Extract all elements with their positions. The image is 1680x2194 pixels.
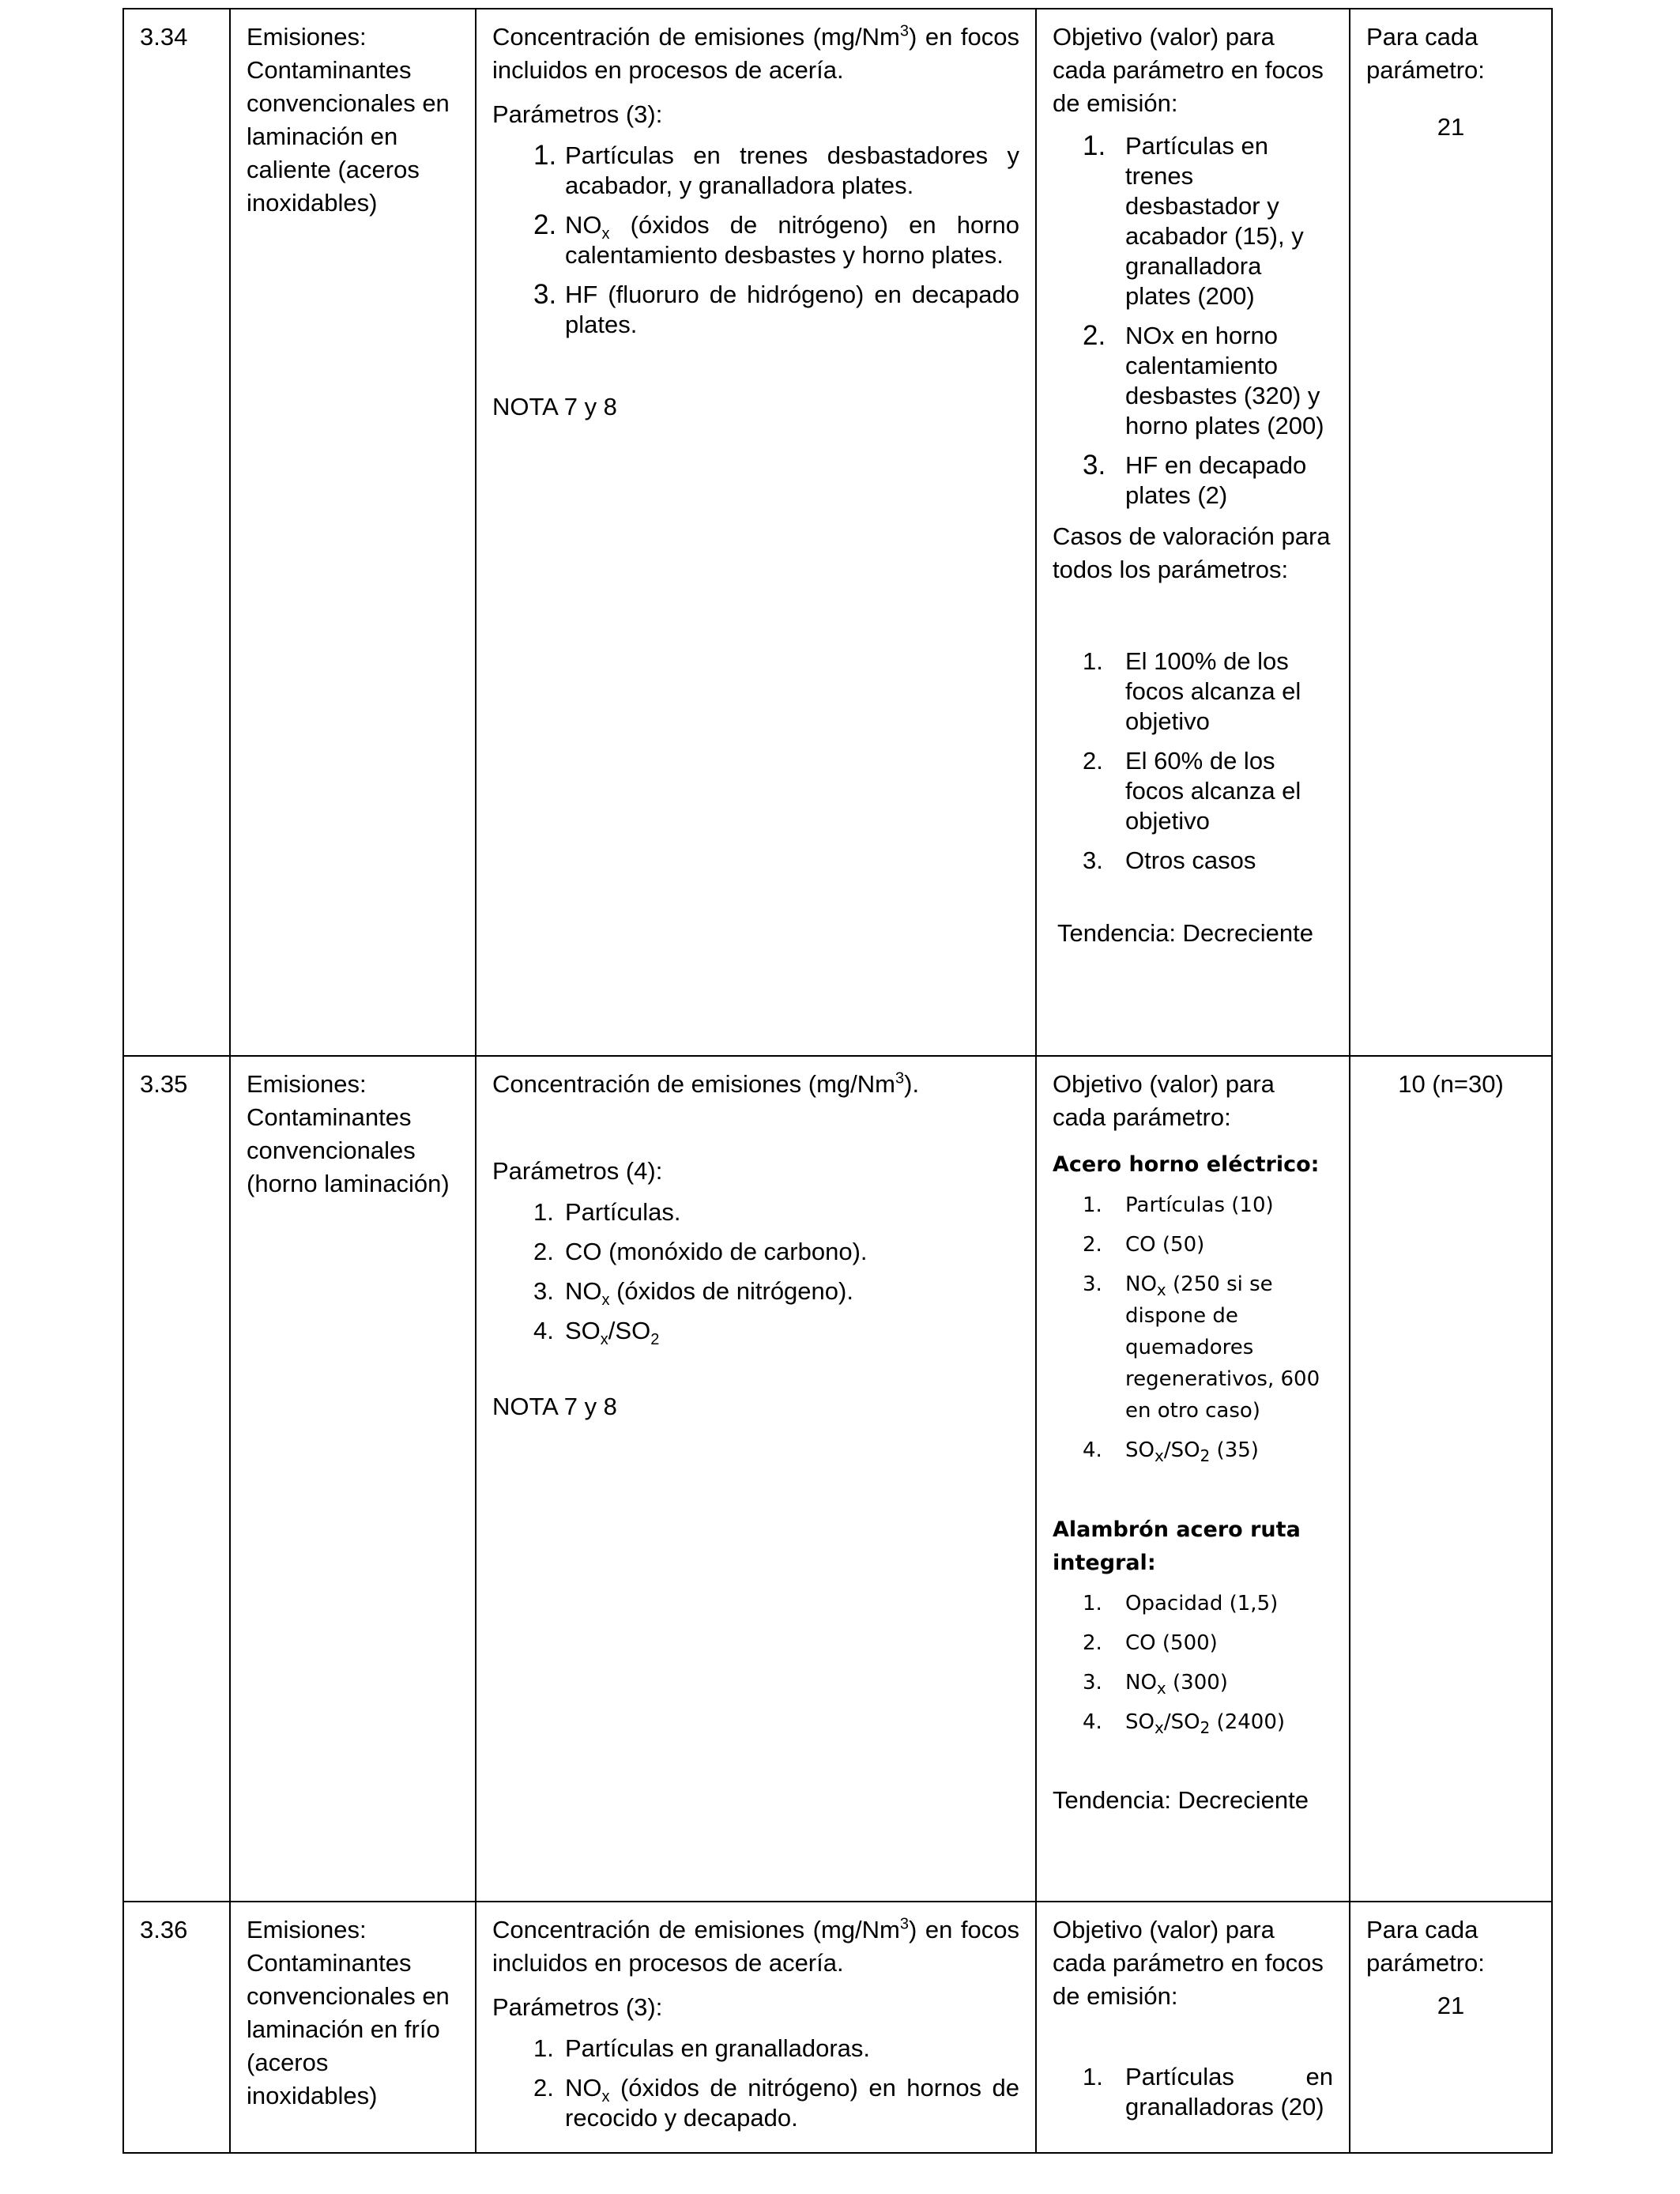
list-item: 2. CO (monóxido de carbono). <box>533 1238 868 1265</box>
row-id: 3.36 <box>123 1902 230 2153</box>
objective-cell <box>1036 9 1350 1056</box>
params-label: Parámetros (3): <box>492 100 663 128</box>
indicators-table <box>122 8 1553 2154</box>
list-item: 2. CO (50) <box>1083 1233 1205 1257</box>
params-label: Parámetros (4): <box>492 1157 663 1185</box>
params-label: Parámetros (3): <box>492 1993 663 2021</box>
list-item: 2. NOx en horno calentamiento desbastes (320) y horno plates (200) <box>1083 320 1324 439</box>
metric-description: Concentración de emisiones (mg/Nm$^3$) en focos incluidos en procesos de acería. <box>492 1915 1019 1977</box>
list-item: 4. $SO_x/SO_2$ (2400) <box>1083 1710 1286 1738</box>
indicator-name: Emisiones: Contaminantes convencionales en laminación en caliente (aceros inoxidables) <box>230 9 476 1056</box>
list-item: 1. Partículas en granalladoras. <box>533 2034 871 2062</box>
value-cell <box>1350 1902 1552 2153</box>
table-row <box>123 9 1552 1056</box>
list-item: 1. Partículas en trenes desbastador y acabador (15), y granalladora plates (200) <box>1083 130 1304 310</box>
objective-intro: Objetivo (valor) para cada parámetro en focos de emisión: <box>1053 23 1324 117</box>
list-item: 1. Partículas (10) <box>1083 1193 1274 1217</box>
value-cell <box>1350 1056 1552 1902</box>
list-item: 1. Partículas. <box>533 1198 681 1226</box>
cases-list <box>1053 647 1333 876</box>
cases-label: Casos de valoración para todos los parámetros: <box>1053 522 1331 583</box>
metric-cell <box>476 1902 1036 2153</box>
objective-cell <box>1036 1056 1350 1902</box>
params-list <box>492 2034 1019 2133</box>
list-item: 3. $NO_x$ (óxidos de nitrógeno). <box>533 1277 853 1310</box>
group-title: Acero horno eléctrico: <box>1053 1152 1320 1177</box>
list-item: 3. Otros casos <box>1083 846 1256 874</box>
trend: Tendencia: Decreciente <box>1057 919 1313 947</box>
objective-intro: Objetivo (valor) para cada parámetro en focos de emisión: <box>1053 1916 1324 2010</box>
list-item: 4. $SO_x/SO_2$ (35) <box>1083 1438 1259 1466</box>
table-row <box>123 1056 1552 1902</box>
value-cell <box>1350 9 1552 1056</box>
objective-list <box>1053 1588 1333 1738</box>
list-item: 2. CO (500) <box>1083 1631 1218 1655</box>
value-number: 21 <box>1437 1992 1465 2019</box>
list-item: 1. Partículas en granalladoras (20) <box>1083 2063 1333 2120</box>
value-number: 10 (n=30) <box>1398 1070 1504 1098</box>
note: NOTA 7 y 8 <box>492 393 617 420</box>
objective-list <box>1053 131 1333 511</box>
list-item: 4. $SO_x/SO_2$ <box>533 1317 660 1349</box>
trend: Tendencia: Decreciente <box>1053 1786 1309 1814</box>
list-item: 2. El 60% de los focos alcanza el objetivo <box>1083 747 1301 835</box>
metric-cell <box>476 1056 1036 1902</box>
row-id: 3.35 <box>123 1056 230 1902</box>
group-title: Alambrón acero ruta integral: <box>1053 1517 1301 1575</box>
list-item: 3. $NO_x$ (250 si se dispone de quemadores regenerativos, 600 en otro caso) <box>1083 1272 1320 1423</box>
objective-intro: Objetivo (valor) para cada parámetro: <box>1053 1070 1275 1131</box>
list-item: 3. HF (fluoruro de hidrógeno) en decapado plates. <box>533 279 1019 338</box>
metric-description: Concentración de emisiones (mg/Nm$^3$) en focos incluidos en procesos de acería. <box>492 22 1019 84</box>
list-item: 1. El 100% de los focos alcanza el objetivo <box>1083 647 1301 735</box>
list-item: 1. Opacidad (1,5) <box>1083 1592 1279 1615</box>
list-item: 1. Partículas en trenes desbastadores y acabador, y granalladora plates. <box>533 140 1019 199</box>
value-label: Para cada parámetro: <box>1366 1916 1485 1977</box>
list-item: 3. $NO_x$ (300) <box>1083 1671 1228 1698</box>
metric-cell <box>476 9 1036 1056</box>
indicator-name: Emisiones: Contaminantes convencionales en laminación en frío (aceros inoxidables) <box>230 1902 476 2153</box>
params-list <box>492 1197 1019 1349</box>
value-label: Para cada parámetro: <box>1366 23 1485 84</box>
objective-list <box>1053 1189 1333 1466</box>
params-list <box>492 141 1019 340</box>
note: NOTA 7 y 8 <box>492 1393 617 1420</box>
indicator-name: Emisiones: Contaminantes convencionales (horno laminación) <box>230 1056 476 1902</box>
list-item: 2. $NO_x$ (óxidos de nitrógeno) en hornos de recocido y decapado. <box>533 2074 1019 2132</box>
table-row <box>123 1902 1552 2153</box>
value-number: 21 <box>1437 113 1465 141</box>
list-item: 3. HF en decapado plates (2) <box>1083 450 1307 509</box>
list-item: 2. $NO_x$ (óxidos de nitrógeno) en horno calentamiento desbastes y horno plates. <box>533 209 1019 269</box>
metric-description: Concentración de emisiones (mg/Nm$^3$). <box>492 1069 920 1098</box>
objective-list <box>1053 2062 1333 2122</box>
objective-cell <box>1036 1902 1350 2153</box>
row-id: 3.34 <box>123 9 230 1056</box>
